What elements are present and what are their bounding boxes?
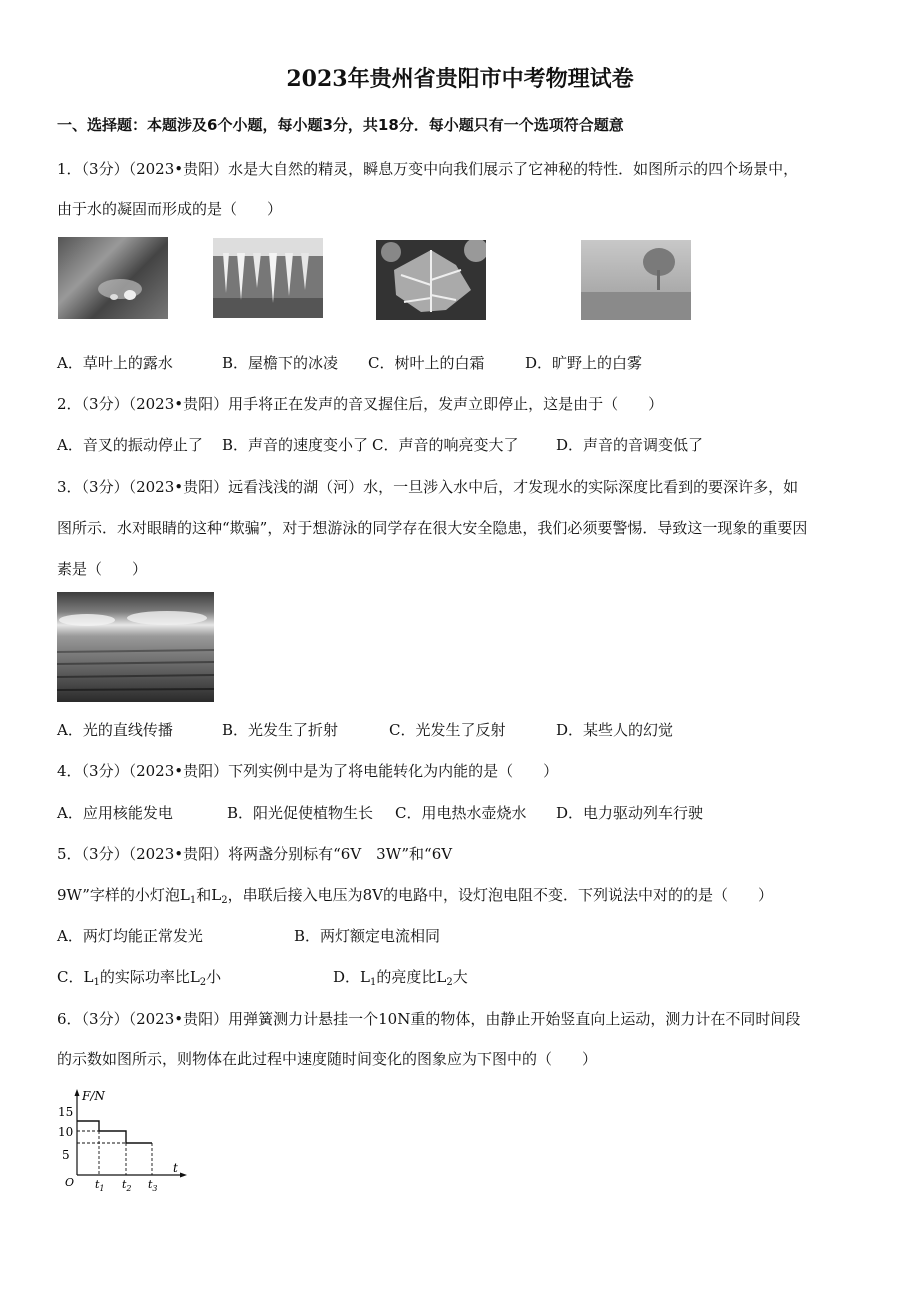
fog-photo bbox=[581, 240, 691, 320]
q5-option-a: A．两灯均能正常发光 bbox=[57, 927, 203, 945]
q5-option-d-part1: D．L bbox=[333, 968, 370, 986]
q2-option-d: D．声音的音调变低了 bbox=[556, 436, 704, 454]
x-tick-t2-base: t bbox=[122, 1178, 127, 1191]
q5-line2 bbox=[57, 884, 773, 906]
lake-photo bbox=[57, 592, 214, 702]
x-tick-t2 bbox=[122, 1178, 132, 1193]
x-axis-arrow bbox=[180, 1173, 187, 1178]
dew-drop-graphic bbox=[58, 237, 168, 319]
icicle-graphic bbox=[213, 238, 323, 318]
q5-sub2: 2 bbox=[221, 895, 228, 906]
force-time-graph bbox=[55, 1085, 195, 1195]
y-tick-15: 15 bbox=[58, 1105, 74, 1119]
x-tick-t3-sub: 3 bbox=[152, 1184, 158, 1193]
q5-line2-part1: 9W”字样的小灯泡L bbox=[57, 886, 190, 904]
q3-option-d: D．某些人的幻觉 bbox=[556, 721, 674, 739]
q2-option-a: A．音叉的振动停止了 bbox=[57, 436, 203, 454]
q4-option-a: A．应用核能发电 bbox=[57, 804, 173, 822]
q3-line2: 图所示．水对眼睛的这种“欺骗”，对于想游泳的同学存在很大安全隐患，我们必须要警惕．导致这一现象的重要因 bbox=[57, 519, 808, 537]
x-tick-t1-sub: 1 bbox=[99, 1184, 105, 1193]
q6-line1: 6．（3分）（2023•贵阳）用弹簧测力计悬挂一个10N重的物体，由静止开始竖直向上运动，测力计在不同时间段 bbox=[57, 1010, 801, 1028]
dew-photo bbox=[58, 237, 168, 319]
q5-line1: 5．（3分）（2023•贵阳）将两盏分别标有“6V 3W”和“6V bbox=[57, 845, 453, 863]
q4-option-b: B．阳光促使植物生长 bbox=[227, 804, 374, 822]
q5-line2-part2: 和L bbox=[196, 886, 222, 904]
q1-option-b: B．屋檐下的冰凌 bbox=[222, 354, 339, 372]
q3-option-b: B．光发生了折射 bbox=[222, 721, 339, 739]
q5-option-c-sub1: 1 bbox=[93, 977, 100, 988]
q5-option-c-part2: 的实际功率比L bbox=[99, 968, 200, 986]
x-tick-t3-base: t bbox=[148, 1178, 153, 1191]
x-tick-t2-sub: 2 bbox=[126, 1184, 132, 1193]
icicle-photo bbox=[213, 238, 323, 318]
force-step-line bbox=[77, 1121, 152, 1143]
y-tick-5: 5 bbox=[62, 1148, 70, 1162]
x-tick-t3 bbox=[148, 1178, 158, 1193]
q5-option-d-part2: 的亮度比L bbox=[376, 968, 447, 986]
x-tick-t1-base: t bbox=[95, 1178, 100, 1191]
q3-line1: 3．（3分）（2023•贵阳）远看浅浅的湖（河）水，一旦涉入水中后，才发现水的实际深度比看到的要深许多，如 bbox=[57, 478, 799, 496]
y-axis-label: F/N bbox=[82, 1089, 105, 1103]
fog-tree-graphic bbox=[581, 240, 691, 320]
y-axis-arrow bbox=[75, 1089, 80, 1096]
q4-line1: 4．（3分）（2023•贵阳）下列实例中是为了将电能转化为内能的是（ ） bbox=[57, 762, 559, 780]
q5-option-c bbox=[57, 966, 221, 988]
frost-leaf-graphic bbox=[376, 240, 486, 320]
q2-option-b: B．声音的速度变小了 bbox=[222, 436, 369, 454]
q3-option-c: C．光发生了反射 bbox=[389, 721, 506, 739]
page-title: 2023年贵州省贵阳市中考物理试卷 bbox=[286, 66, 634, 92]
q5-option-d-sub2: 2 bbox=[446, 977, 453, 988]
q3-option-a: A．光的直线传播 bbox=[57, 721, 173, 739]
q5-option-d-part3: 大 bbox=[452, 968, 468, 986]
y-tick-10: 10 bbox=[58, 1125, 74, 1139]
q6-line2: 的示数如图所示，则物体在此过程中速度随时间变化的图象应为下图中的（ ） bbox=[57, 1050, 598, 1068]
q1-line1: 1．（3分）（2023•贵阳）水是大自然的精灵，瞬息万变中向我们展示了它神秘的特性．如图所示的四个场景中， bbox=[57, 160, 799, 178]
frost-leaf-photo bbox=[376, 240, 486, 320]
q1-option-c: C．树叶上的白霜 bbox=[368, 354, 485, 372]
q3-line3: 素是（ ） bbox=[57, 560, 148, 578]
section-heading: 一、选择题：本题涉及6个小题，每小题3分，共18分．每小题只有一个选项符合题意 bbox=[57, 116, 624, 134]
q5-option-c-sub2: 2 bbox=[199, 977, 207, 988]
q5-option-c-part1: C．L bbox=[57, 968, 94, 986]
q4-option-c: C．用电热水壶烧水 bbox=[395, 804, 527, 822]
lake-waves-graphic bbox=[57, 592, 214, 702]
q5-option-c-part3: 小 bbox=[206, 968, 222, 986]
q2-line1: 2．（3分）（2023•贵阳）用手将正在发声的音叉握住后，发声立即停止，这是由于（ ） bbox=[57, 395, 664, 413]
origin-label: O bbox=[65, 1176, 75, 1189]
q5-sub1: 1 bbox=[189, 895, 197, 906]
q5-line2-part3: ，串联后接入电压为8V的电路中，设灯泡电阻不变．下列说法中对的的是（ ） bbox=[227, 886, 773, 904]
q5-option-b: B．两灯额定电流相同 bbox=[294, 927, 441, 945]
q5-option-d-sub1: 1 bbox=[370, 977, 377, 988]
q1-option-a: A．草叶上的露水 bbox=[57, 354, 173, 372]
q1-option-d: D．旷野上的白雾 bbox=[525, 354, 643, 372]
q4-option-d: D．电力驱动列车行驶 bbox=[556, 804, 704, 822]
q2-option-c: C．声音的响亮变大了 bbox=[372, 436, 519, 454]
x-axis-label: t bbox=[173, 1161, 178, 1175]
q1-line2: 由于水的凝固而形成的是（ ） bbox=[57, 200, 283, 218]
x-tick-t1 bbox=[95, 1178, 105, 1193]
q5-option-d bbox=[333, 966, 468, 988]
